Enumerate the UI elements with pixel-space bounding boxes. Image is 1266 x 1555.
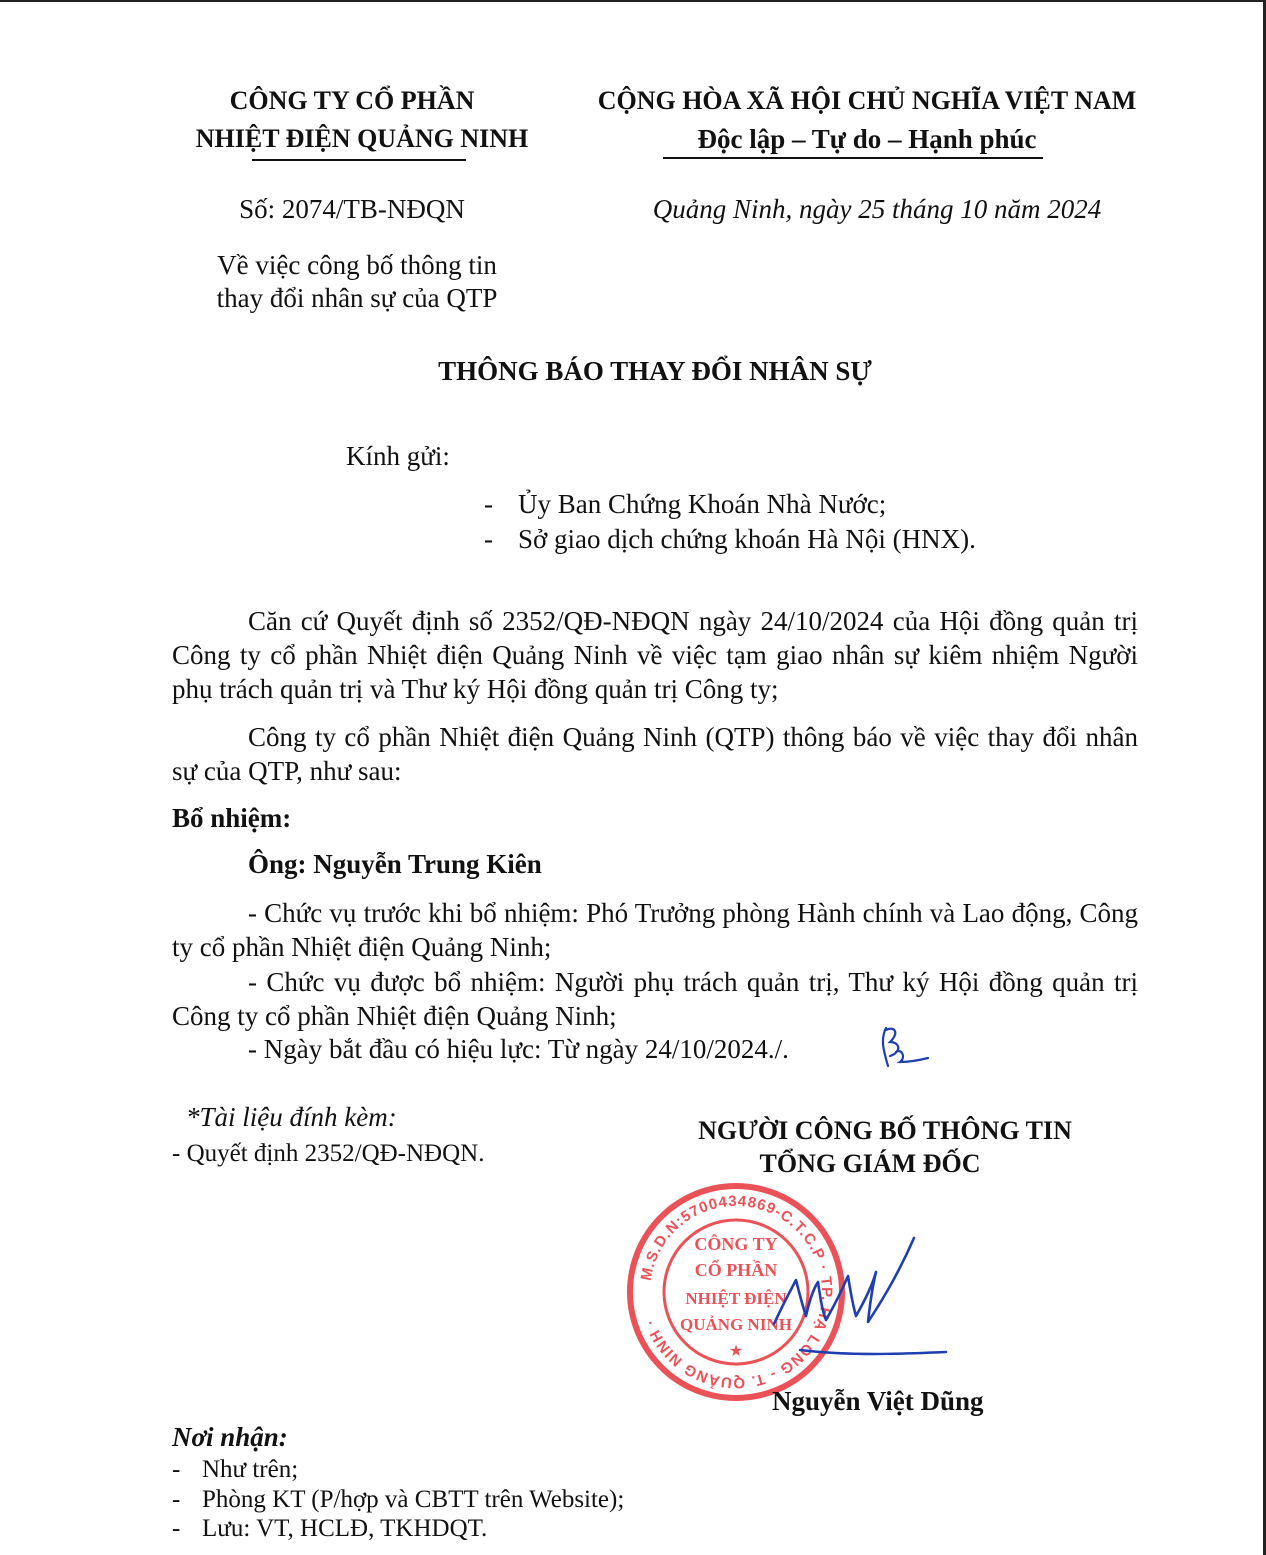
document-title: THÔNG BÁO THAY ĐỔI NHÂN SỰ [438,356,872,386]
body-paragraph-2: Công ty cổ phần Nhiệt điện Quảng Ninh (QTP) thông báo về việc thay đổi nhân sự của QTP, như sau: [172,722,1138,786]
appoint-heading: Bổ nhiệm: [172,803,292,833]
svg-text:M.S.D.N:5700434869-C.T.C.P · T: M.S.D.N:5700434869-C.T.C.P · TP. HẠ LONG - T. QUẢNG NINH · [637,1192,836,1392]
company-name-line1: CÔNG TY CỔ PHẦN [229,86,475,115]
effective-date: - Ngày bắt đầu có hiệu lực: Từ ngày 24/10/2024./. [248,1034,789,1064]
recipient-item: Ủy Ban Chứng Khoán Nhà Nước; [518,489,887,519]
signature-icon [760,1232,960,1372]
distribution-item: Như trên; [202,1456,299,1483]
signer-name: Nguyễn Việt Dũng [772,1386,984,1416]
initial-mark-icon [876,1022,936,1072]
previous-position: - Chức vụ trước khi bổ nhiệm: Phó Trưởng phòng Hành chính và Lao động, Công ty cổ phần Nhiệt điện Quảng Ninh; [172,898,1138,962]
place-date: Quảng Ninh, ngày 25 tháng 10 năm 2024 [652,194,1102,224]
national-motto: Độc lập – Tự do – Hạnh phúc [697,124,1037,154]
company-name-line2: NHIỆT ĐIỆN QUẢNG NINH [195,124,529,153]
document-number: Số: 2074/TB-NĐQN [239,194,465,224]
company-underline [252,159,466,161]
subject-line2: thay đổi nhân sự của QTP [216,283,498,313]
svg-text:★: ★ [728,1343,744,1360]
signer-role-1: NGƯỜI CÔNG BỐ THÔNG TIN [698,1116,1072,1145]
distribution-label: Nơi nhận: [172,1422,288,1452]
recipients-label: Kính gửi: [346,441,450,471]
attachments-label: *Tài liệu đính kèm: [186,1102,397,1132]
distribution-dash: - [172,1486,181,1513]
recipient-item: Sở giao dịch chứng khoán Hà Nội (HNX). [518,524,976,554]
new-position: - Chức vụ được bổ nhiệm: Người phụ trách quản trị, Thư ký Hội đồng quản trị Công ty cổ phần Nhiệt điện Quảng Ninh; [172,967,1138,1031]
subject-line1: Về việc công bố thông tin [217,250,497,280]
svg-text:QUẢNG NINH: QUẢNG NINH [680,1315,792,1334]
svg-text:NHIỆT ĐIỆN: NHIỆT ĐIỆN [685,1289,787,1308]
recipient-dash-1: - [484,489,493,519]
appointee-name: Ông: Nguyễn Trung Kiên [248,849,542,879]
distribution-dash: - [172,1515,181,1542]
distribution-item: Phòng KT (P/hợp và CBTT trên Website); [202,1486,625,1513]
distribution-item: Lưu: VT, HCLĐ, TKHDQT. [202,1515,488,1542]
svg-text:CÔNG TY: CÔNG TY [694,1234,778,1254]
attachment-item: - Quyết định 2352/QĐ-NĐQN. [172,1140,485,1167]
motto-underline [663,157,1043,159]
svg-text:CỔ PHẦN: CỔ PHẦN [694,1260,778,1280]
page-border-top [0,0,1266,2]
signer-role-2: TỔNG GIÁM ĐỐC [759,1149,981,1178]
distribution-dash: - [172,1456,181,1483]
national-title: CỘNG HÒA XÃ HỘI CHỦ NGHĨA VIỆT NAM [597,86,1137,115]
body-paragraph-1: Căn cứ Quyết định số 2352/QĐ-NĐQN ngày 24/10/2024 của Hội đồng quản trị Công ty cổ phần Nhiệt điện Quảng Ninh về việc tạm giao nhân sự kiêm nhiệm Người phụ trách quản trị và Thư ký Hội đồng quản trị Công ty; [172,606,1138,704]
recipient-dash-2: - [484,524,493,554]
